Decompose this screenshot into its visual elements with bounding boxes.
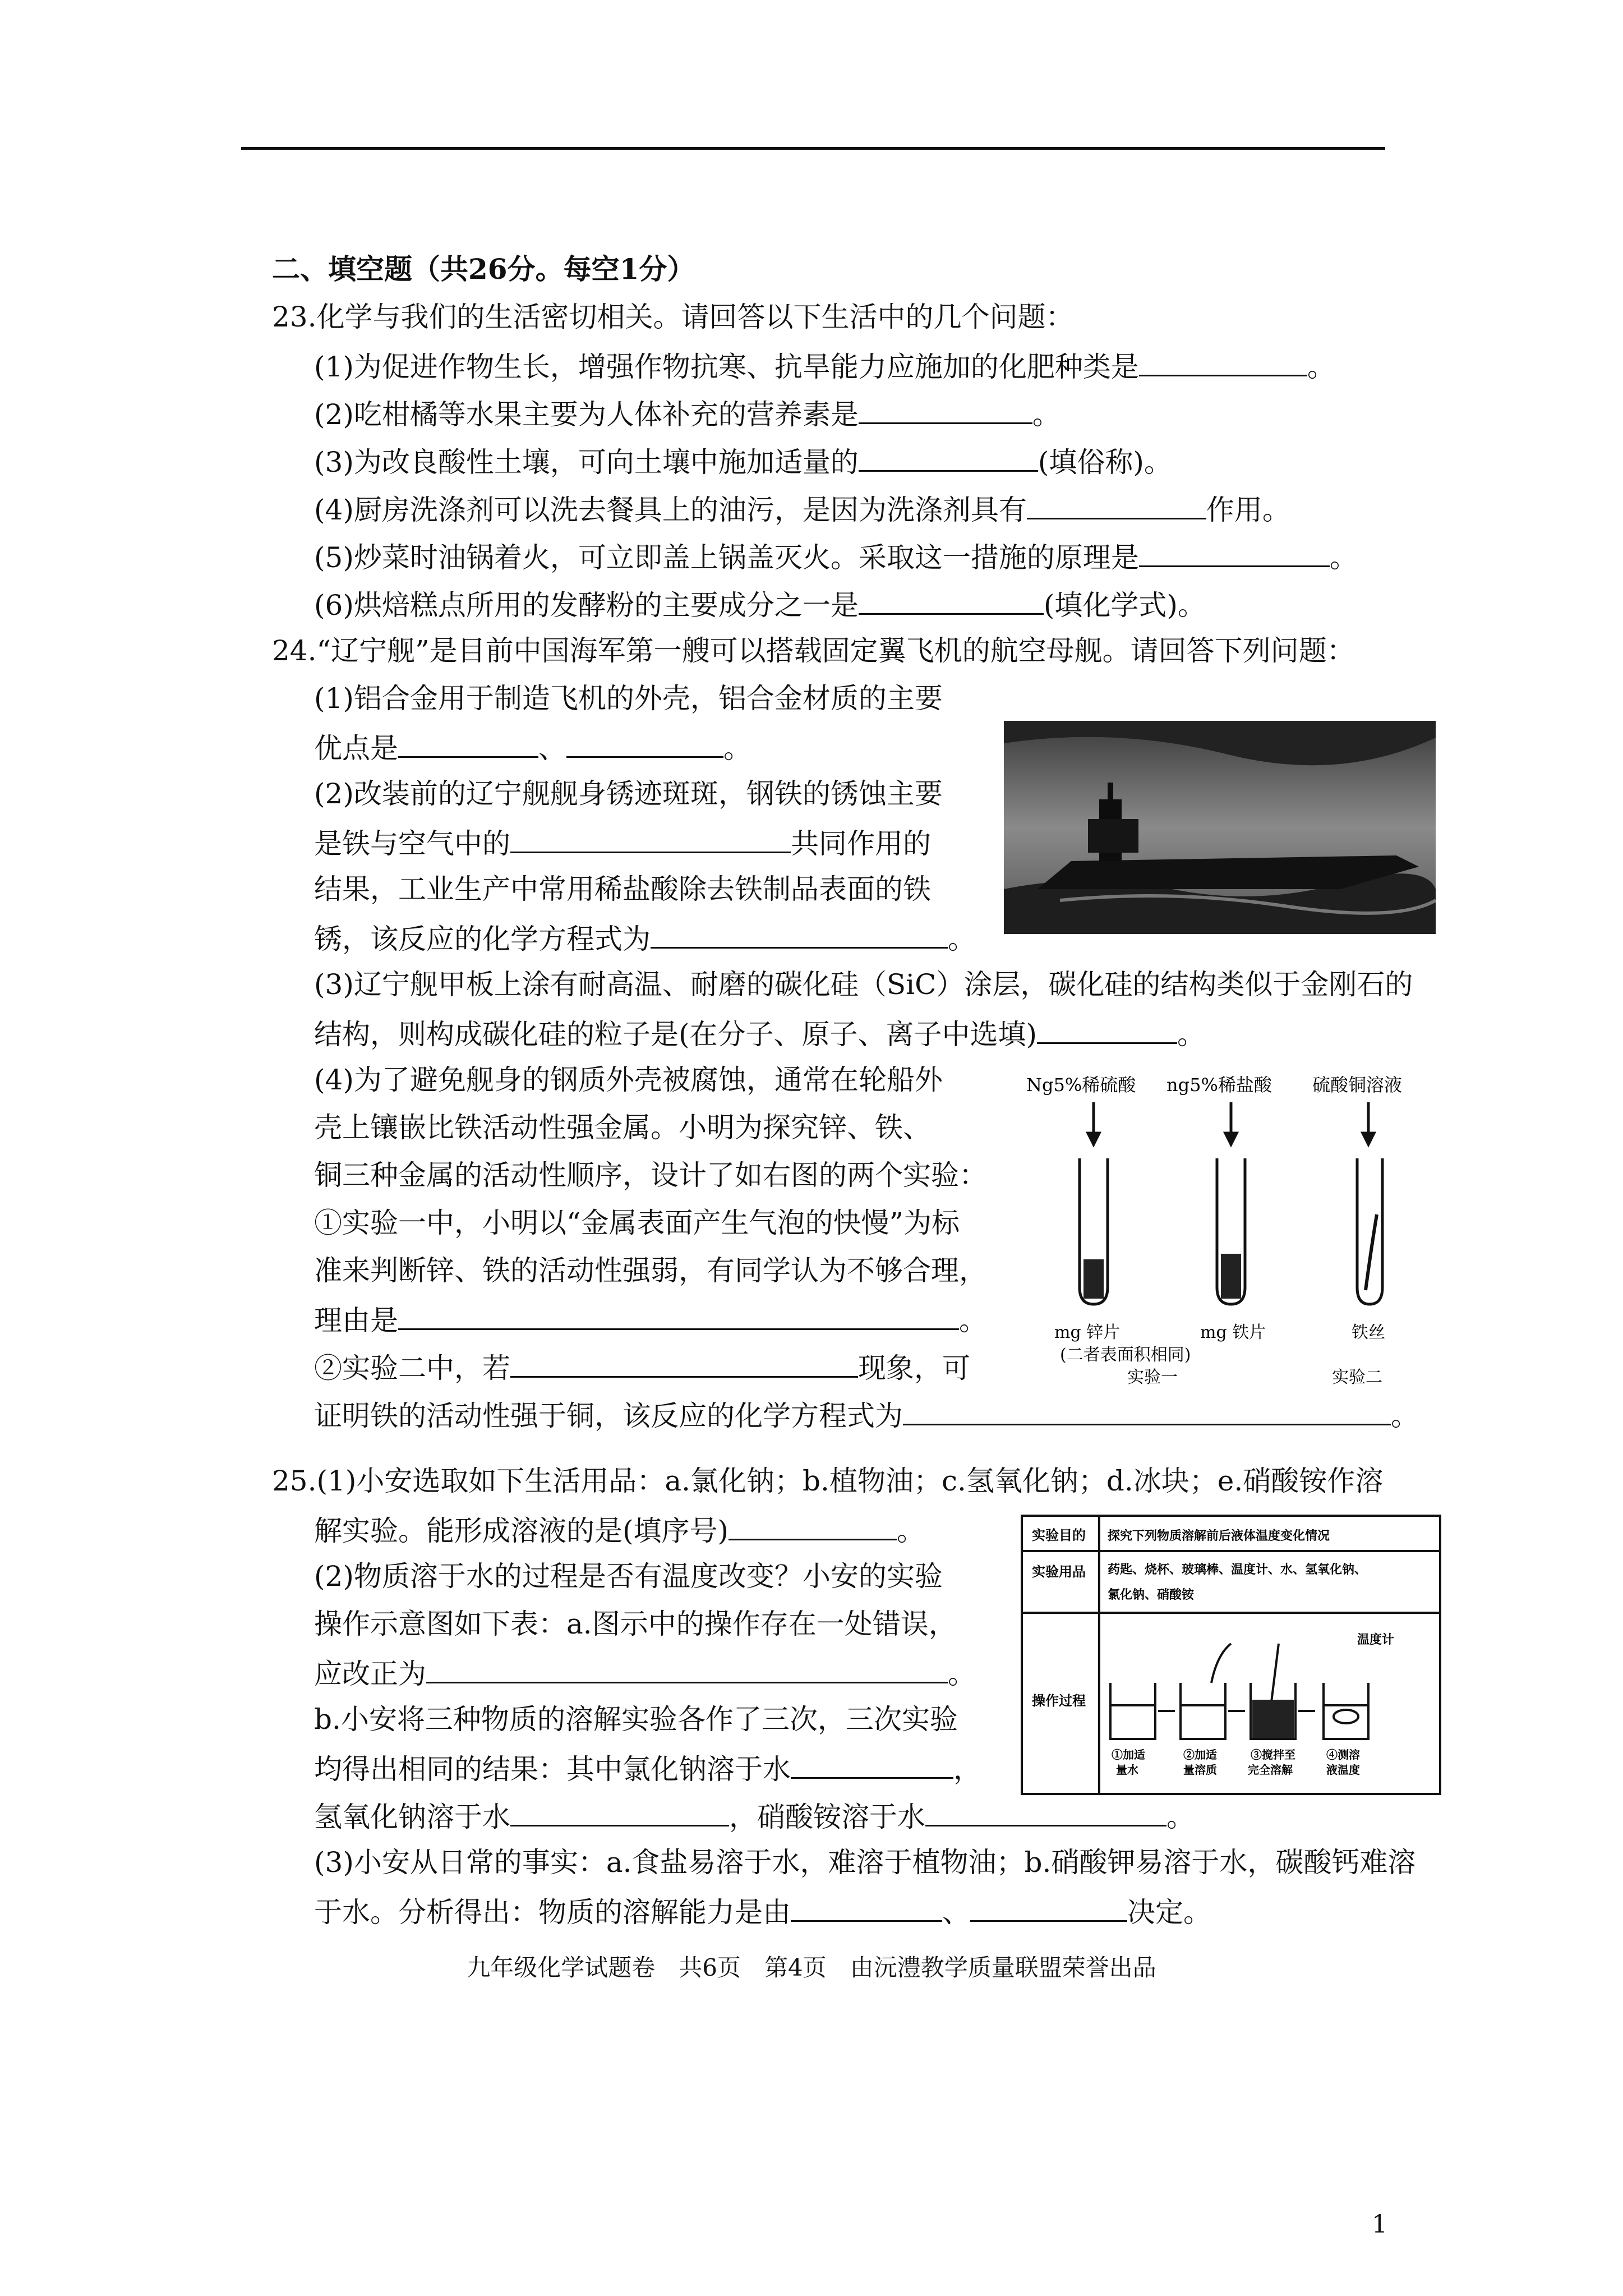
q23-item-2: (2)吃柑橘等水果主要为人体补充的营养素是 。 — [314, 395, 1061, 431]
q24-p2-line2: 是铁与空气中的 共同作用的 — [314, 825, 931, 861]
stirred-solution — [1252, 1700, 1294, 1738]
dissolution-experiment-table — [1021, 1515, 1441, 1795]
answer-blank[interactable] — [791, 1750, 953, 1779]
answer-blank[interactable] — [566, 729, 723, 758]
q25-line8: 氢氧化钠溶于水 ，硝酸铵溶于水 。 — [314, 1798, 1195, 1834]
q25-line6: b.小安将三种物质的溶解实验各作了三次，三次实验 — [314, 1703, 958, 1736]
experiment-1-label: 实验一 — [1127, 1368, 1178, 1387]
iron-wire — [1366, 1214, 1377, 1290]
metal-label-1: mg 锌片 — [1054, 1323, 1121, 1342]
iron-strip — [1221, 1254, 1241, 1299]
q25-line10: 于水。分析得出：物质的溶解能力是由 、 决定。 — [314, 1893, 1211, 1929]
q25-line4: 操作示意图如下表：a.图示中的操作存在一处错误， — [314, 1608, 957, 1640]
answer-blank[interactable] — [1027, 491, 1206, 519]
thermometer-icon — [1334, 1710, 1358, 1723]
test-tube-3 — [1357, 1158, 1382, 1304]
aircraft-carrier-photo — [1004, 721, 1436, 934]
q24-p1-line2: 优点是 、 。 — [314, 729, 751, 765]
q23-item-5: (5)炒菜时油锅着火，可立即盖上锅盖灭火。采取这一措施的原理是 。 — [314, 539, 1358, 574]
answer-blank[interactable] — [859, 443, 1038, 472]
answer-blank[interactable] — [510, 825, 791, 853]
acid-label-2: ng5%稀盐酸 — [1166, 1074, 1272, 1096]
answer-blank[interactable] — [398, 1301, 959, 1330]
q24-p4-line4: ①实验一中，小明以“金属表面产生气泡的快慢”为标 — [314, 1207, 960, 1239]
q25-line5: 应改正为 。 — [314, 1655, 976, 1691]
q25-line2: 解实验。能形成溶液的是(填序号) 。 — [314, 1512, 925, 1548]
q25-line1: 25.(1)小安选取如下生活用品：a.氯化钠；b.植物油；c.氢氧化钠；d.冰块；e.硝酸铵作溶 — [272, 1465, 1384, 1497]
q24-p4-line8: 证明铁的活动性强于铜，该反应的化学方程式为 。 — [314, 1397, 1419, 1433]
table-label-purpose: 实验目的 — [1032, 1527, 1086, 1543]
q25-line9: (3)小安从日常的事实：a.食盐易溶于水，难溶于植物油；b.硝酸钾易溶于水，碳酸钙难溶 — [314, 1846, 1416, 1879]
answer-blank[interactable] — [728, 1512, 897, 1540]
page-footer: 九年级化学试题卷 共6页 第4页 由沅澧教学质量联盟荣誉出品 — [467, 1954, 1156, 1981]
zinc-strip — [1083, 1259, 1104, 1299]
q24-p1-line1: (1)铝合金用于制造飞机的外壳，铝合金材质的主要 — [314, 682, 943, 715]
arrow-icon — [1088, 1102, 1374, 1144]
q23-item-1: (1)为促进作物生长，增强作物抗寒、抗旱能力应施加的化肥种类是 。 — [314, 348, 1335, 384]
answer-blank[interactable] — [1139, 539, 1330, 567]
answer-blank[interactable] — [791, 1893, 942, 1922]
step-1-label-b: 量水 — [1116, 1763, 1138, 1777]
acid-label-1: Ng5%稀硫酸 — [1026, 1074, 1136, 1096]
step-4-label-b: 液温度 — [1326, 1763, 1360, 1777]
table-label-materials: 实验用品 — [1032, 1563, 1086, 1580]
experiment-2-label: 实验二 — [1332, 1368, 1382, 1387]
table-label-procedure: 操作过程 — [1032, 1692, 1086, 1709]
q25-line3: (2)物质溶于水的过程是否有温度改变？小安的实验 — [314, 1560, 943, 1593]
q24-p4-line5: 准来判断锌、铁的活动性强弱，有同学认为不够合理， — [314, 1254, 987, 1287]
q23-item-3: (3)为改良酸性土壤，可向土壤中施加适量的 (填俗称)。 — [314, 443, 1172, 479]
q25-line7: 均得出相同的结果：其中氯化钠溶于水 ， — [314, 1750, 981, 1786]
answer-blank[interactable] — [970, 1893, 1127, 1922]
step-4-label-a: ④测溶 — [1326, 1748, 1360, 1761]
q24-p2-line3: 结果，工业生产中常用稀盐酸除去铁制品表面的铁 — [314, 873, 931, 905]
table-text-materials-1: 药匙、烧杯、玻璃棒、温度计、水、氢氧化钠、 — [1108, 1562, 1367, 1577]
thermometer-label: 温度计 — [1357, 1632, 1395, 1647]
step-3-label-a: ③搅拌至 — [1251, 1748, 1295, 1761]
q24-p3-line1: (3)辽宁舰甲板上涂有耐高温、耐磨的碳化硅（SiC）涂层，碳化硅的结构类似于金刚石的 — [314, 968, 1413, 1001]
answer-blank[interactable] — [859, 395, 1032, 424]
metal-label-2: mg 铁片 — [1200, 1323, 1266, 1342]
q24-p4-line2: 壳上镶嵌比铁活动性强金属。小明为探究锌、铁、 — [314, 1111, 931, 1144]
answer-blank[interactable] — [651, 920, 948, 949]
step-2-label-b: 量溶质 — [1183, 1763, 1217, 1777]
q24-p4-line6: 理由是 。 — [314, 1301, 987, 1337]
answer-blank[interactable] — [426, 1655, 948, 1683]
table-text-materials-2: 氯化钠、硝酸铵 — [1108, 1588, 1195, 1602]
answer-blank[interactable] — [1139, 348, 1307, 376]
q24-p4-line3: 铜三种金属的活动性顺序，设计了如右图的两个实验： — [314, 1159, 987, 1191]
page-number: 1 — [1372, 2210, 1387, 2239]
acid-label-3: 硫酸铜溶液 — [1312, 1074, 1403, 1096]
q23-stem: 23.化学与我们的生活密切相关。请回答以下生活中的几个问题： — [272, 301, 1074, 333]
answer-blank[interactable] — [1037, 1015, 1177, 1044]
q23-item-4: (4)厨房洗涤剂可以洗去餐具上的油污，是因为洗涤剂具有 作用。 — [314, 491, 1290, 527]
beaker-icon — [1110, 1644, 1368, 1739]
header-rule — [241, 147, 1385, 150]
surface-note: (二者表面积相同) — [1060, 1345, 1191, 1365]
metal-label-3: 铁丝 — [1352, 1323, 1385, 1342]
table-text-purpose: 探究下列物质溶解前后液体温度变化情况 — [1108, 1529, 1330, 1543]
step-1-label-a: ①加适 — [1112, 1748, 1145, 1761]
q24-stem: 24.“辽宁舰”是目前中国海军第一艘可以搭载固定翼飞机的航空母舰。请回答下列问题： — [272, 634, 1355, 667]
q24-p2-line1: (2)改装前的辽宁舰舰身锈迹斑斑，钢铁的锈蚀主要 — [314, 777, 943, 810]
q24-p2-line4: 锈，该反应的化学方程式为 。 — [314, 920, 976, 956]
answer-blank[interactable] — [925, 1798, 1166, 1826]
q24-p4-line1: (4)为了避免舰身的钢质外壳被腐蚀，通常在轮船外 — [314, 1064, 943, 1096]
answer-blank[interactable] — [510, 1798, 729, 1826]
q24-p4-line7: ②实验二中，若 现象，可 — [314, 1349, 970, 1385]
step-3-label-b: 完全溶解 — [1248, 1763, 1293, 1777]
answer-blank[interactable] — [510, 1349, 858, 1378]
section-title: 二、填空题（共26分。每空1分） — [272, 252, 695, 286]
step-2-label-a: ②加适 — [1183, 1748, 1217, 1761]
answer-blank[interactable] — [398, 729, 538, 758]
q24-p3-line2: 结构，则构成碳化硅的粒子是(在分子、原子、离子中选填) 。 — [314, 1015, 1205, 1051]
q23-item-6: (6)烘焙糕点所用的发酵粉的主要成分之一是 (填化学式)。 — [314, 586, 1206, 622]
test-tube-experiment-figure — [1026, 1069, 1447, 1400]
answer-blank[interactable] — [903, 1397, 1391, 1425]
answer-blank[interactable] — [859, 586, 1044, 615]
